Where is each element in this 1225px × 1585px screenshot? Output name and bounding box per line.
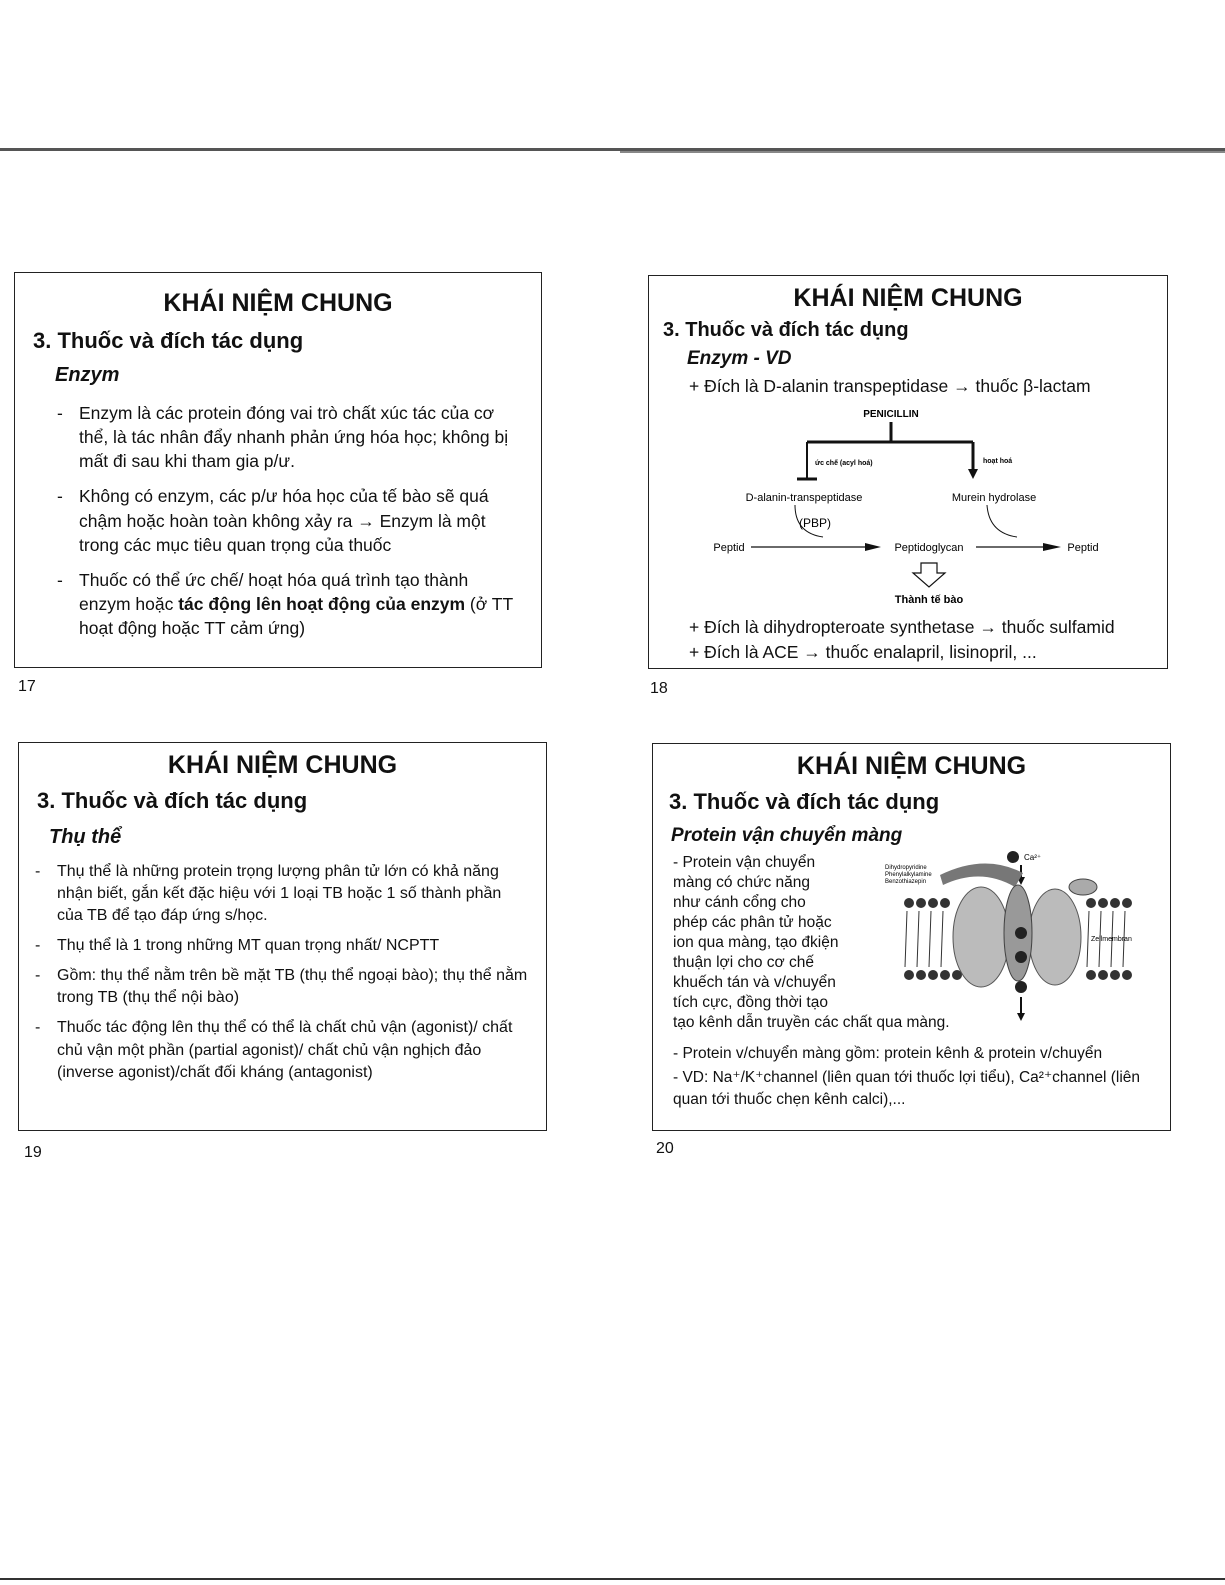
slide-number: 17 xyxy=(18,678,36,695)
section-heading: 3. Thuốc và đích tác dụng xyxy=(669,789,940,814)
slide-18 xyxy=(648,275,1168,669)
slide-title: KHÁI NIỆM CHUNG xyxy=(796,752,1027,780)
bullet-item: - Gồm: thụ thể nằm trên bề mặt TB (thụ thể ngoại bào); thụ thể nằm trong TB (thụ thể nội bào) xyxy=(31,965,528,1009)
drug-label: Benzothiazepin xyxy=(885,879,927,885)
target-point: + Đích là dihydropteroate synthetase → thuốc sulfamid xyxy=(689,617,1115,637)
cell-wall-label: Thành tế bào xyxy=(894,594,964,606)
peptid-left: Peptid xyxy=(713,542,745,554)
membrane-section xyxy=(653,853,1170,1039)
slide-title: KHÁI NIỆM CHUNG xyxy=(163,289,393,317)
penicillin-diagram xyxy=(649,397,1167,617)
slide-19 xyxy=(18,742,547,1131)
subheading: Enzym - VD xyxy=(687,348,792,369)
bullet-list xyxy=(53,401,521,640)
calcium-channel-figure xyxy=(885,845,1155,1030)
section-heading: 3. Thuốc và đích tác dụng xyxy=(37,788,308,813)
peptidoglycan-label: Peptidoglycan xyxy=(894,542,964,554)
bullet-item: - Không có enzym, các p/ư hóa học của tế bào sẽ quá chậm hoặc hoàn toàn không xảy ra → Enzym là một trong các mục tiêu quan trọng của thuốc xyxy=(53,484,521,556)
subheading: Enzym xyxy=(55,364,120,386)
slide-number: 20 xyxy=(656,1140,674,1157)
transport-point: - VD: Na⁺/K⁺channel (liên quan tới thuốc lợi tiểu), Ca²⁺channel (liên quan tới thuốc chẹn kênh calci),... xyxy=(673,1069,1141,1108)
activate-label: hoạt hoá xyxy=(983,458,1013,465)
subheading: Protein vận chuyển màng xyxy=(671,825,903,846)
bold-phrase: tác động lên hoạt động của enzym xyxy=(178,593,466,614)
page-bottom-rule xyxy=(0,1578,1225,1580)
bullet-item: - Thụ thể là những protein trọng lượng phân tử lớn có khả năng nhận biết, gắn kết đặc hiệu với 1 loại TB hoặc 1 số thành phần của TB để tạo đáp ứng s/học. xyxy=(31,861,528,927)
section-heading: 3. Thuốc và đích tác dụng xyxy=(33,328,304,353)
bullet-item: - Thuốc có thể ức chế/ hoạt hóa quá trình tạo thành enzym hoặc tác động lên hoạt động của enzym (ở TT hoạt động hoặc TT cảm ứng) xyxy=(53,568,521,640)
enzyme-murein-hydrolase: Murein hydrolase xyxy=(951,492,1037,504)
slide-number: 19 xyxy=(24,1144,42,1161)
bullet-item: - Thuốc tác động lên thụ thể có thể là chất chủ vận (agonist)/ chất chủ vận một phần (partial agonist)/ chất chủ vận nghịch đảo (inverse agonist)/chất đối kháng (antagonist) xyxy=(31,1017,528,1083)
transport-point: - Protein v/chuyển màng gồm: protein kênh & protein v/chuyển xyxy=(673,1045,1103,1062)
slide-17 xyxy=(14,272,542,668)
peptid-right: Peptid xyxy=(1067,542,1099,554)
ion-label: Ca²⁺ xyxy=(1024,853,1042,862)
subheading: Thụ thể xyxy=(49,826,122,848)
bullet-list xyxy=(31,861,528,1084)
target-point: + Đích là D-alanin transpeptidase → thuốc β-lactam xyxy=(689,376,1091,396)
inhibit-label: ức chế (acyl hoá) xyxy=(815,460,873,467)
enzyme-transpeptidase: D-alanin-transpeptidase xyxy=(745,492,863,504)
bullet-item: - Enzym là các protein đóng vai trò chất xúc tác của cơ thể, là tác nhân đẩy nhanh phản ứng hóa học; không bị mất đi sau khi tham gia p/ư. xyxy=(53,401,521,473)
bullet-item: - Thụ thể là 1 trong những MT quan trọng nhất/ NCPTT xyxy=(31,935,528,957)
drug-label: Phenylalkylamine xyxy=(885,872,932,878)
slide-title: KHÁI NIỆM CHUNG xyxy=(793,284,1023,312)
slide-title: KHÁI NIỆM CHUNG xyxy=(167,751,398,779)
intro-text: - Protein vận chuyển màng có chức năng như cánh cổng cho phép các phân tử hoặc ion qua màng, tạo đkiện thuận lợi cho cơ chế khuếch tán và v/chuyển tích cực, đồng thời tạo tạo kênh dẫn truyền các chất qua màng. xyxy=(673,854,950,1031)
membrane-label: Zellmembran xyxy=(1091,936,1132,943)
penicillin-label: PENICILLIN xyxy=(863,409,919,420)
drug-label: Dihydropyridine xyxy=(885,865,927,871)
slide-number: 18 xyxy=(650,680,668,697)
target-point: + Đích là ACE → thuốc enalapril, lisinopril, ... xyxy=(689,642,1037,662)
slide-20 xyxy=(652,743,1171,1131)
pbp-label: (PBP) xyxy=(799,516,832,530)
page-rule-shadow xyxy=(620,151,1225,153)
section-heading: 3. Thuốc và đích tác dụng xyxy=(663,319,909,341)
